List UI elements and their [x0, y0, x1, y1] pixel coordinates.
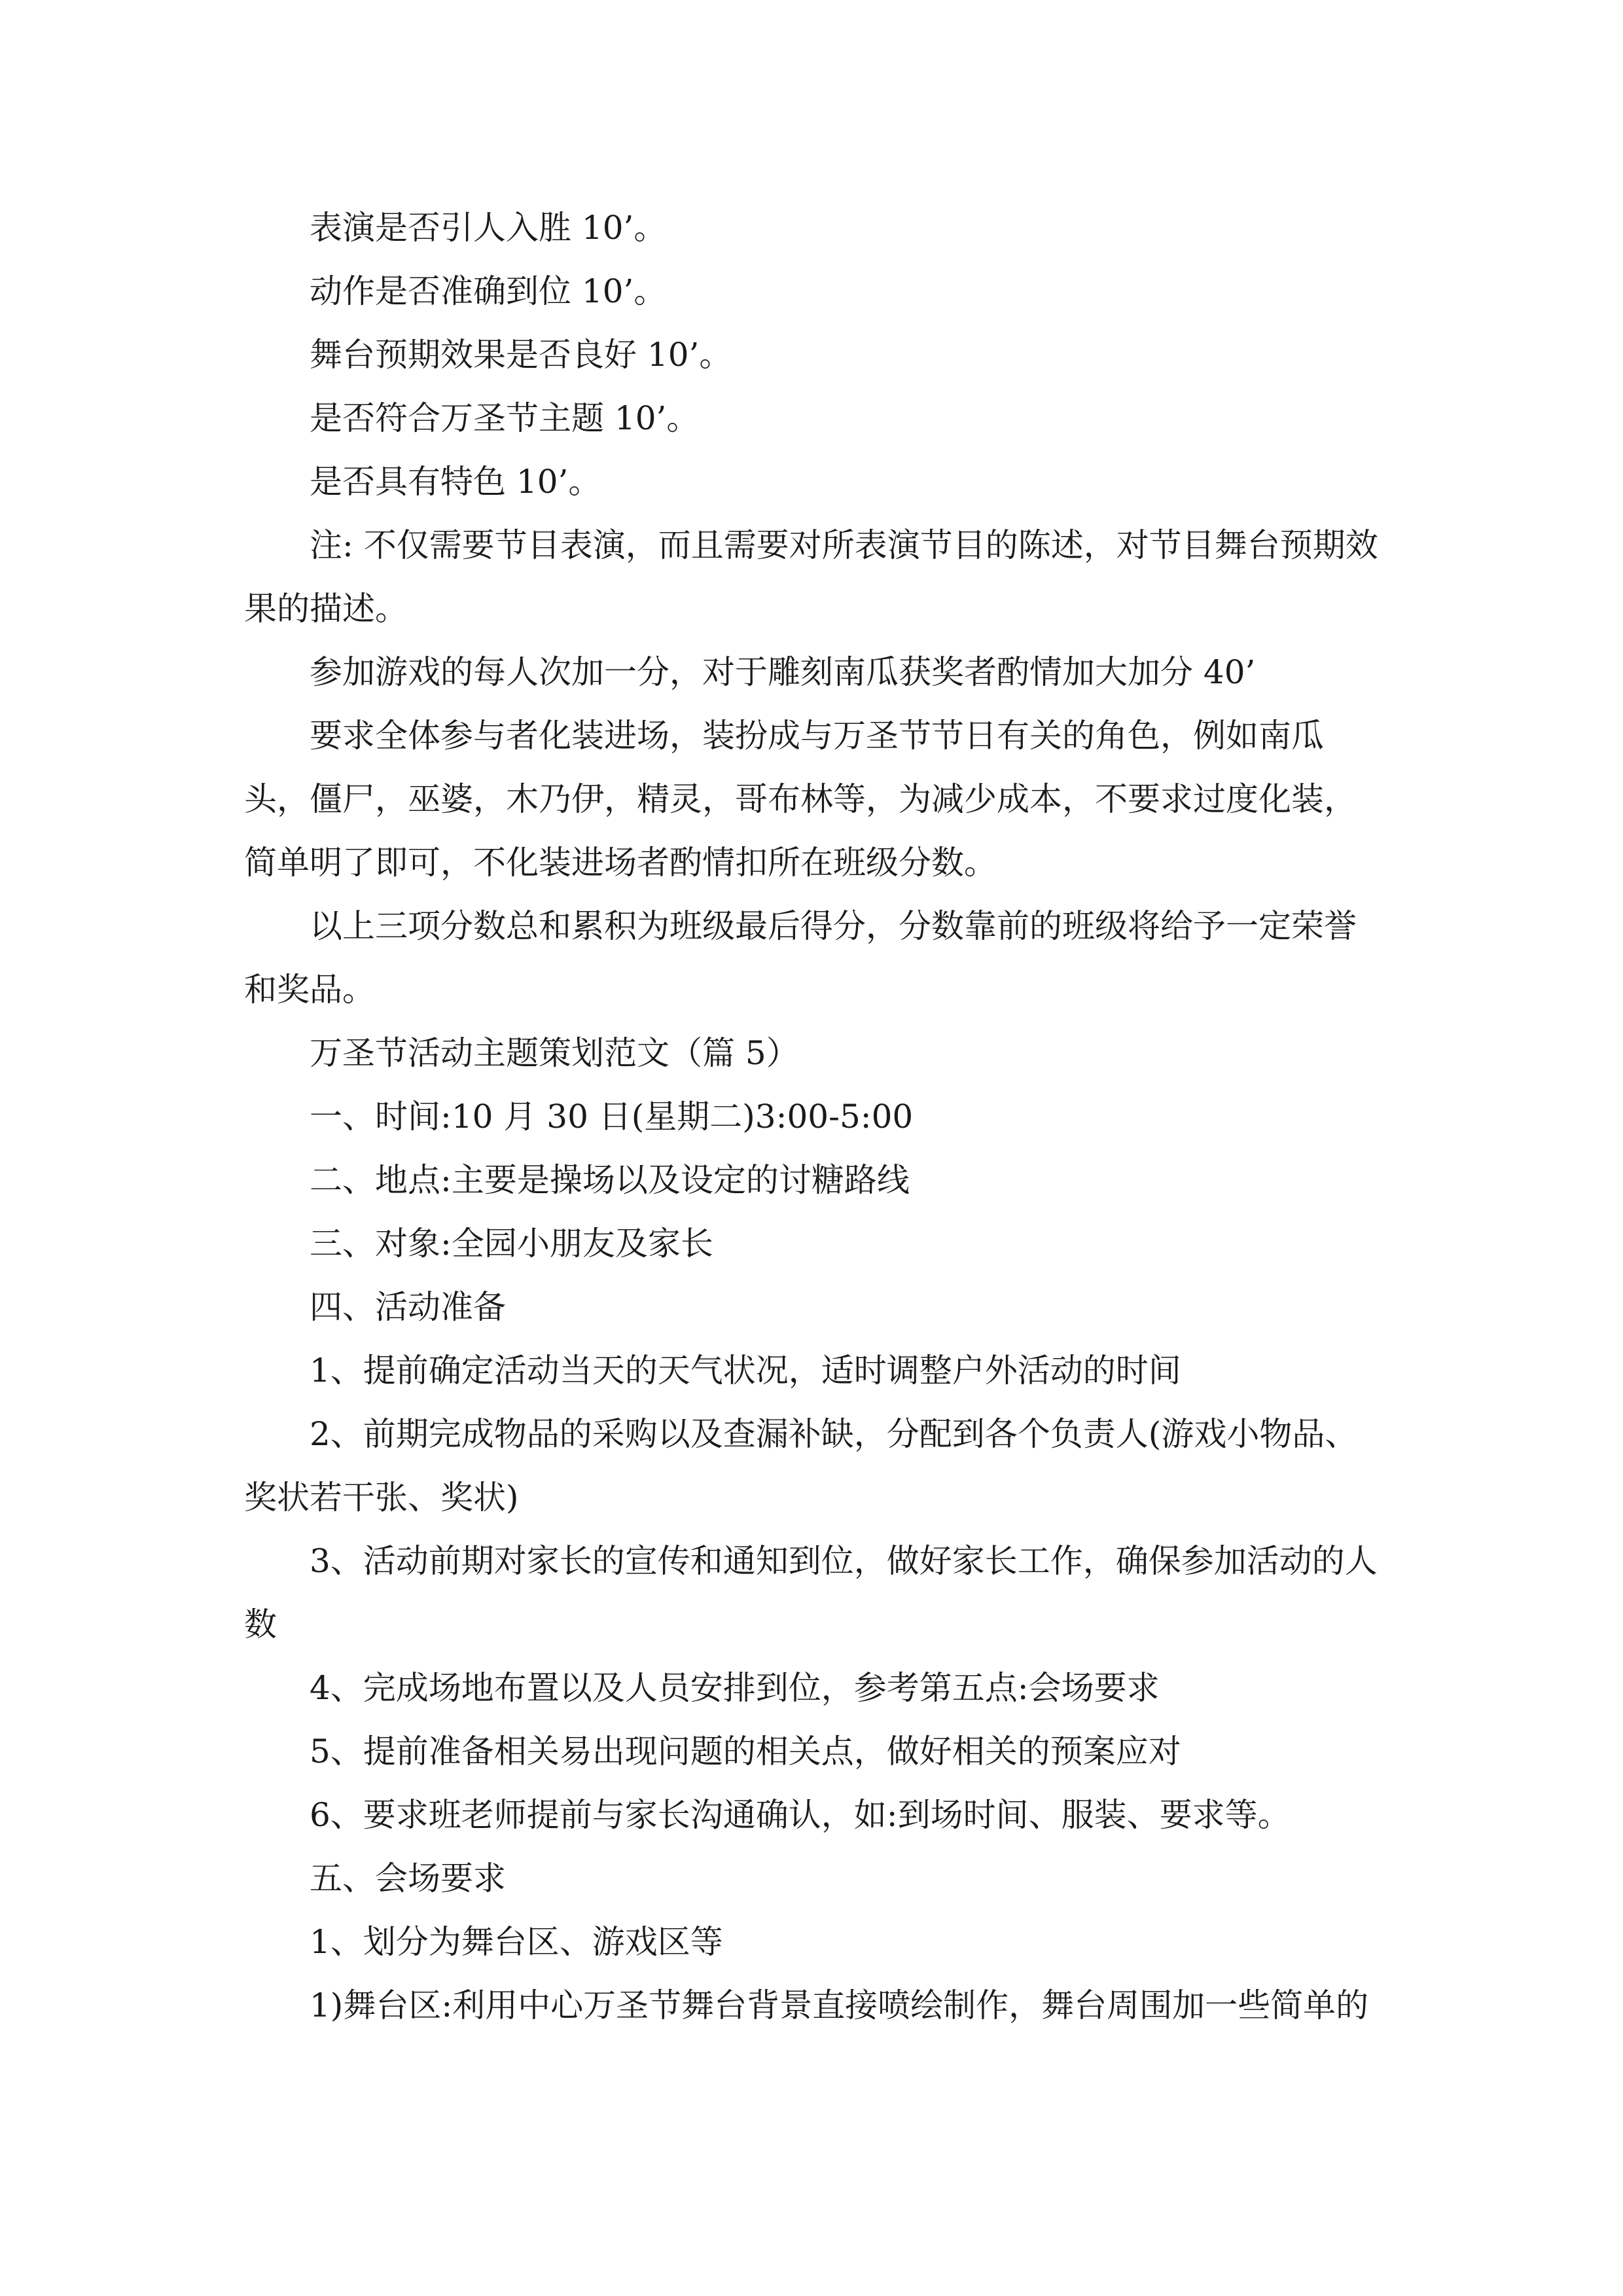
paragraph-time: 一、时间:10 月 30 日(星期二)3:00-5:00: [310, 1098, 914, 1136]
document-body: [244, 196, 1383, 2037]
paragraph-game-points: 参加游戏的每人次加一分，对于雕刻南瓜获奖者酌情加大加分 40’: [310, 653, 1256, 691]
paragraph-audience: 三、对象:全园小朋友及家长: [310, 1225, 713, 1263]
paragraph-total-score: 以上三项分数总和累积为班级最后得分，分数靠前的班级将给予一定荣誉和奖品。: [244, 907, 1357, 1009]
heading-preparation: 四、活动准备: [310, 1288, 506, 1326]
paragraph-note: 注: 不仅需要节目表演，而且需要对所表演节目的陈述，对节目舞台预期效果的描述。: [244, 526, 1378, 628]
paragraph-score-feature: 是否具有特色 10’。: [310, 463, 601, 501]
list-item-teacher-confirm: 6、要求班老师提前与家长沟通确认，如:到场时间、服装、要求等。: [310, 1796, 1291, 1834]
heading-venue-requirements: 五、会场要求: [310, 1859, 506, 1897]
list-item-purchasing: 2、前期完成物品的采购以及查漏补缺，分配到各个负责人(游戏小物品、奖状若干张、奖状): [244, 1415, 1358, 1516]
list-item-weather: 1、提前确定活动当天的天气状况，适时调整户外活动的时间: [310, 1352, 1181, 1390]
list-item-stage-area: 1)舞台区:利用中心万圣节舞台背景直接喷绘制作，舞台周围加一些简单的: [310, 1986, 1369, 2024]
section-heading-part-5: 万圣节活动主题策划范文（篇 5）: [310, 1034, 799, 1072]
paragraph-costume-requirement: 要求全体参与者化装进场，装扮成与万圣节节日有关的角色，例如南瓜头，僵尸，巫婆，木乃伊，精灵，哥布林等，为减少成本，不要求过度化装，简单明了即可，不化装进场者酌情扣所在班级分数。: [244, 717, 1357, 882]
list-item-venue-setup: 4、完成场地布置以及人员安排到位，参考第五点:会场要求: [310, 1669, 1160, 1707]
list-item-contingency: 5、提前准备相关易出现问题的相关点，做好相关的预案应对: [310, 1732, 1181, 1770]
paragraph-location: 二、地点:主要是操场以及设定的讨糖路线: [310, 1161, 910, 1199]
paragraph-score-accuracy: 动作是否准确到位 10’。: [310, 272, 667, 310]
list-item-zones: 1、划分为舞台区、游戏区等: [310, 1923, 723, 1961]
paragraph-score-stage-effect: 舞台预期效果是否良好 10’。: [310, 336, 732, 374]
paragraph-score-engaging: 表演是否引人入胜 10’。: [310, 209, 667, 247]
paragraph-score-theme: 是否符合万圣节主题 10’。: [310, 399, 700, 437]
list-item-parents-notice: 3、活动前期对家长的宣传和通知到位，做好家长工作，确保参加活动的人数: [244, 1542, 1378, 1643]
